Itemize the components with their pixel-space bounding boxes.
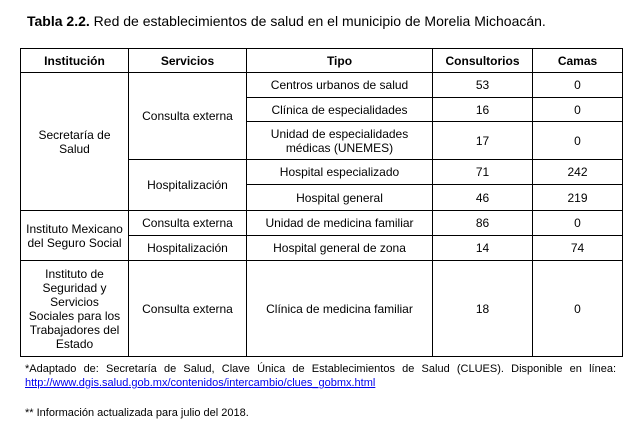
service-cell: Consulta externa <box>129 211 247 236</box>
type-cell: Hospital especializado <box>247 160 433 185</box>
service-cell: Hospitalización <box>129 160 247 211</box>
institution-cell: Secretaría de Salud <box>21 73 129 211</box>
type-cell: Unidad de especialidades médicas (UNEMES) <box>247 122 433 160</box>
camas-cell: 0 <box>533 98 623 122</box>
consultorios-cell: 71 <box>433 160 533 185</box>
table-caption-label: Tabla 2.2. <box>27 13 90 29</box>
type-cell: Clínica de medicina familiar <box>247 261 433 357</box>
consultorios-cell: 86 <box>433 211 533 236</box>
table-caption-text: Red de establecimientos de salud en el municipio de Morelia Michoacán. <box>89 13 546 29</box>
institution-cell: Instituto Mexicano del Seguro Social <box>21 211 129 261</box>
table-row <box>21 211 623 236</box>
consultorios-cell: 14 <box>433 236 533 261</box>
table-row <box>21 261 623 357</box>
source-link[interactable]: http://www.dgis.salud.gob.mx/contenidos/intercambio/clues_gobmx.html <box>25 377 376 389</box>
camas-cell: 242 <box>533 160 623 185</box>
camas-cell: 0 <box>533 211 623 236</box>
service-cell: Consulta externa <box>129 73 247 160</box>
consultorios-cell: 17 <box>433 122 533 160</box>
consultorios-cell: 16 <box>433 98 533 122</box>
consultorios-cell: 18 <box>433 261 533 357</box>
service-cell: Hospitalización <box>129 236 247 261</box>
header-tipo: Tipo <box>247 49 433 73</box>
type-cell: Hospital general de zona <box>247 236 433 261</box>
header-servicios: Servicios <box>129 49 247 73</box>
consultorios-cell: 46 <box>433 185 533 211</box>
type-cell: Centros urbanos de salud <box>247 73 433 98</box>
institution-cell: Instituto de Seguridad y Servicios Sociales para los Trabajadores del Estado <box>21 261 129 357</box>
header-consultorios: Consultorios <box>433 49 533 73</box>
camas-cell: 219 <box>533 185 623 211</box>
type-cell: Hospital general <box>247 185 433 211</box>
header-camas: Camas <box>533 49 623 73</box>
health-establishments-table <box>20 48 623 357</box>
camas-cell: 74 <box>533 236 623 261</box>
table-row <box>21 73 623 98</box>
header-institucion: Institución <box>21 49 129 73</box>
update-note: ** Información actualizada para julio del 2018. <box>25 407 249 419</box>
type-cell: Unidad de medicina familiar <box>247 211 433 236</box>
header-row <box>21 49 623 73</box>
camas-cell: 0 <box>533 73 623 98</box>
camas-cell: 0 <box>533 122 623 160</box>
service-cell: Consulta externa <box>129 261 247 357</box>
table-caption <box>27 13 546 29</box>
source-note: *Adaptado de: Secretaría de Salud, Clave Única de Establecimientos de Salud (CLUES). Disponible en línea: <box>25 363 616 375</box>
camas-cell: 0 <box>533 261 623 357</box>
consultorios-cell: 53 <box>433 73 533 98</box>
type-cell: Clínica de especialidades <box>247 98 433 122</box>
